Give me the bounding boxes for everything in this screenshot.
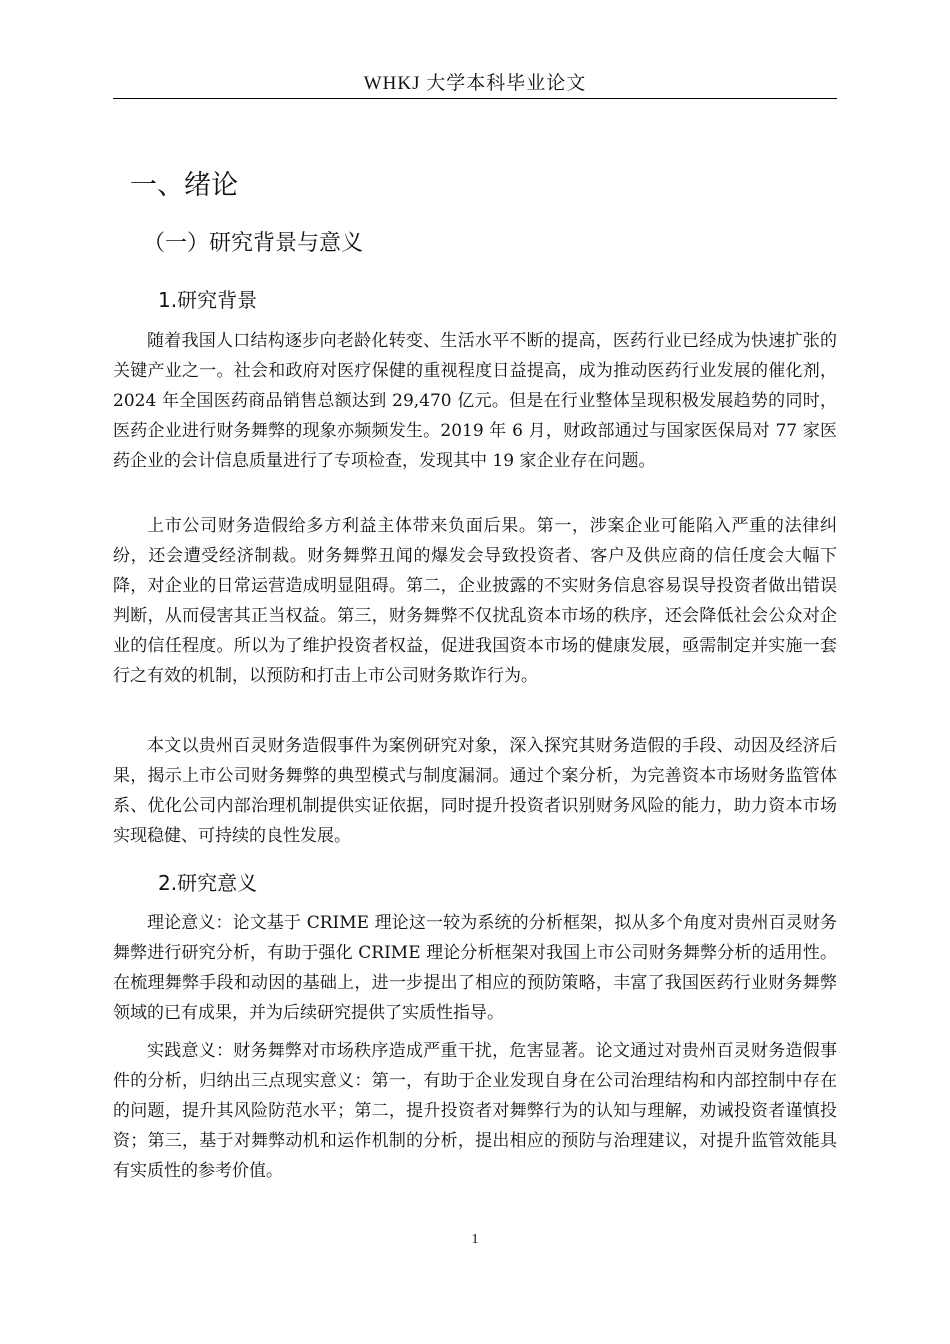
chapter-heading: 一、绪论 — [130, 170, 238, 201]
header-divider — [113, 98, 837, 99]
subsection-heading-background: 1.研究背景 — [158, 288, 258, 312]
paragraph-background-1: 随着我国人口结构逐步向老龄化转变、生活水平不断的提高，医药行业已经成为快速扩张的关键产业之一。社会和政府对医疗保健的重视程度日益提高，成为推动医药行业发展的催化剂，2024 年全国医药商品销售总额达到 29,470 亿元。但是在行业整体呈现积极发展趋势的同时，医药企业进行财务舞弊的现象亦频频发生。2019 年 6 月，财政部通过与国家医保局对 77 家医药企业的会计信息质量进行了专项检查，发现其中 19 家企业存在问题。 — [113, 331, 837, 471]
paragraph-theory-significance: 理论意义：论文基于 CRIME 理论这一较为系统的分析框架，拟从多个角度对贵州百灵财务舞弊进行研究分析，有助于强化 CRIME 理论分析框架对我国上市公司财务舞弊分析的适用性。在梳理舞弊手段和动因的基础上，进一步提出了相应的预防策略，丰富了我国医药行业财务舞弊领域的已有成果，并为后续研究提供了实质性指导。 — [113, 913, 837, 1023]
paragraph-background-2: 上市公司财务造假给多方利益主体带来负面后果。第一，涉案企业可能陷入严重的法律纠纷，还会遭受经济制裁。财务舞弊丑闻的爆发会导致投资者、客户及供应商的信任度会大幅下降，对企业的日常运营造成明显阻碍。第二，企业披露的不实财务信息容易误导投资者做出错误判断，从而侵害其正当权益。第三，财务舞弊不仅扰乱资本市场的秩序，还会降低社会公众对企业的信任程度。所以为了维护投资者权益，促进我国资本市场的健康发展，亟需制定并实施一套行之有效的机制，以预防和打击上市公司财务欺诈行为。 — [113, 516, 837, 686]
section-heading: （一）研究背景与意义 — [143, 231, 364, 256]
page-header-title: WHKJ 大学本科毕业论文 — [363, 73, 587, 94]
subsection-heading-significance: 2.研究意义 — [158, 871, 258, 895]
paragraph-background-3: 本文以贵州百灵财务造假事件为案例研究对象，深入探究其财务造假的手段、动因及经济后果，揭示上市公司财务舞弊的典型模式与制度漏洞。通过个案分析，为完善资本市场财务监管体系、优化公司内部治理机制提供实证依据，同时提升投资者识别财务风险的能力，助力资本市场实现稳健、可持续的良性发展。 — [113, 736, 837, 846]
page-number: 1 — [471, 1232, 479, 1247]
paragraph-practice-significance: 实践意义：财务舞弊对市场秩序造成严重干扰，危害显著。论文通过对贵州百灵财务造假事件的分析，归纳出三点现实意义：第一，有助于企业发现自身在公司治理结构和内部控制中存在的问题，提升其风险防范水平；第二，提升投资者对舞弊行为的认知与理解，劝诫投资者谨慎投资；第三，基于对舞弊动机和运作机制的分析，提出相应的预防与治理建议，对提升监管效能具有实质性的参考价值。 — [113, 1041, 837, 1181]
